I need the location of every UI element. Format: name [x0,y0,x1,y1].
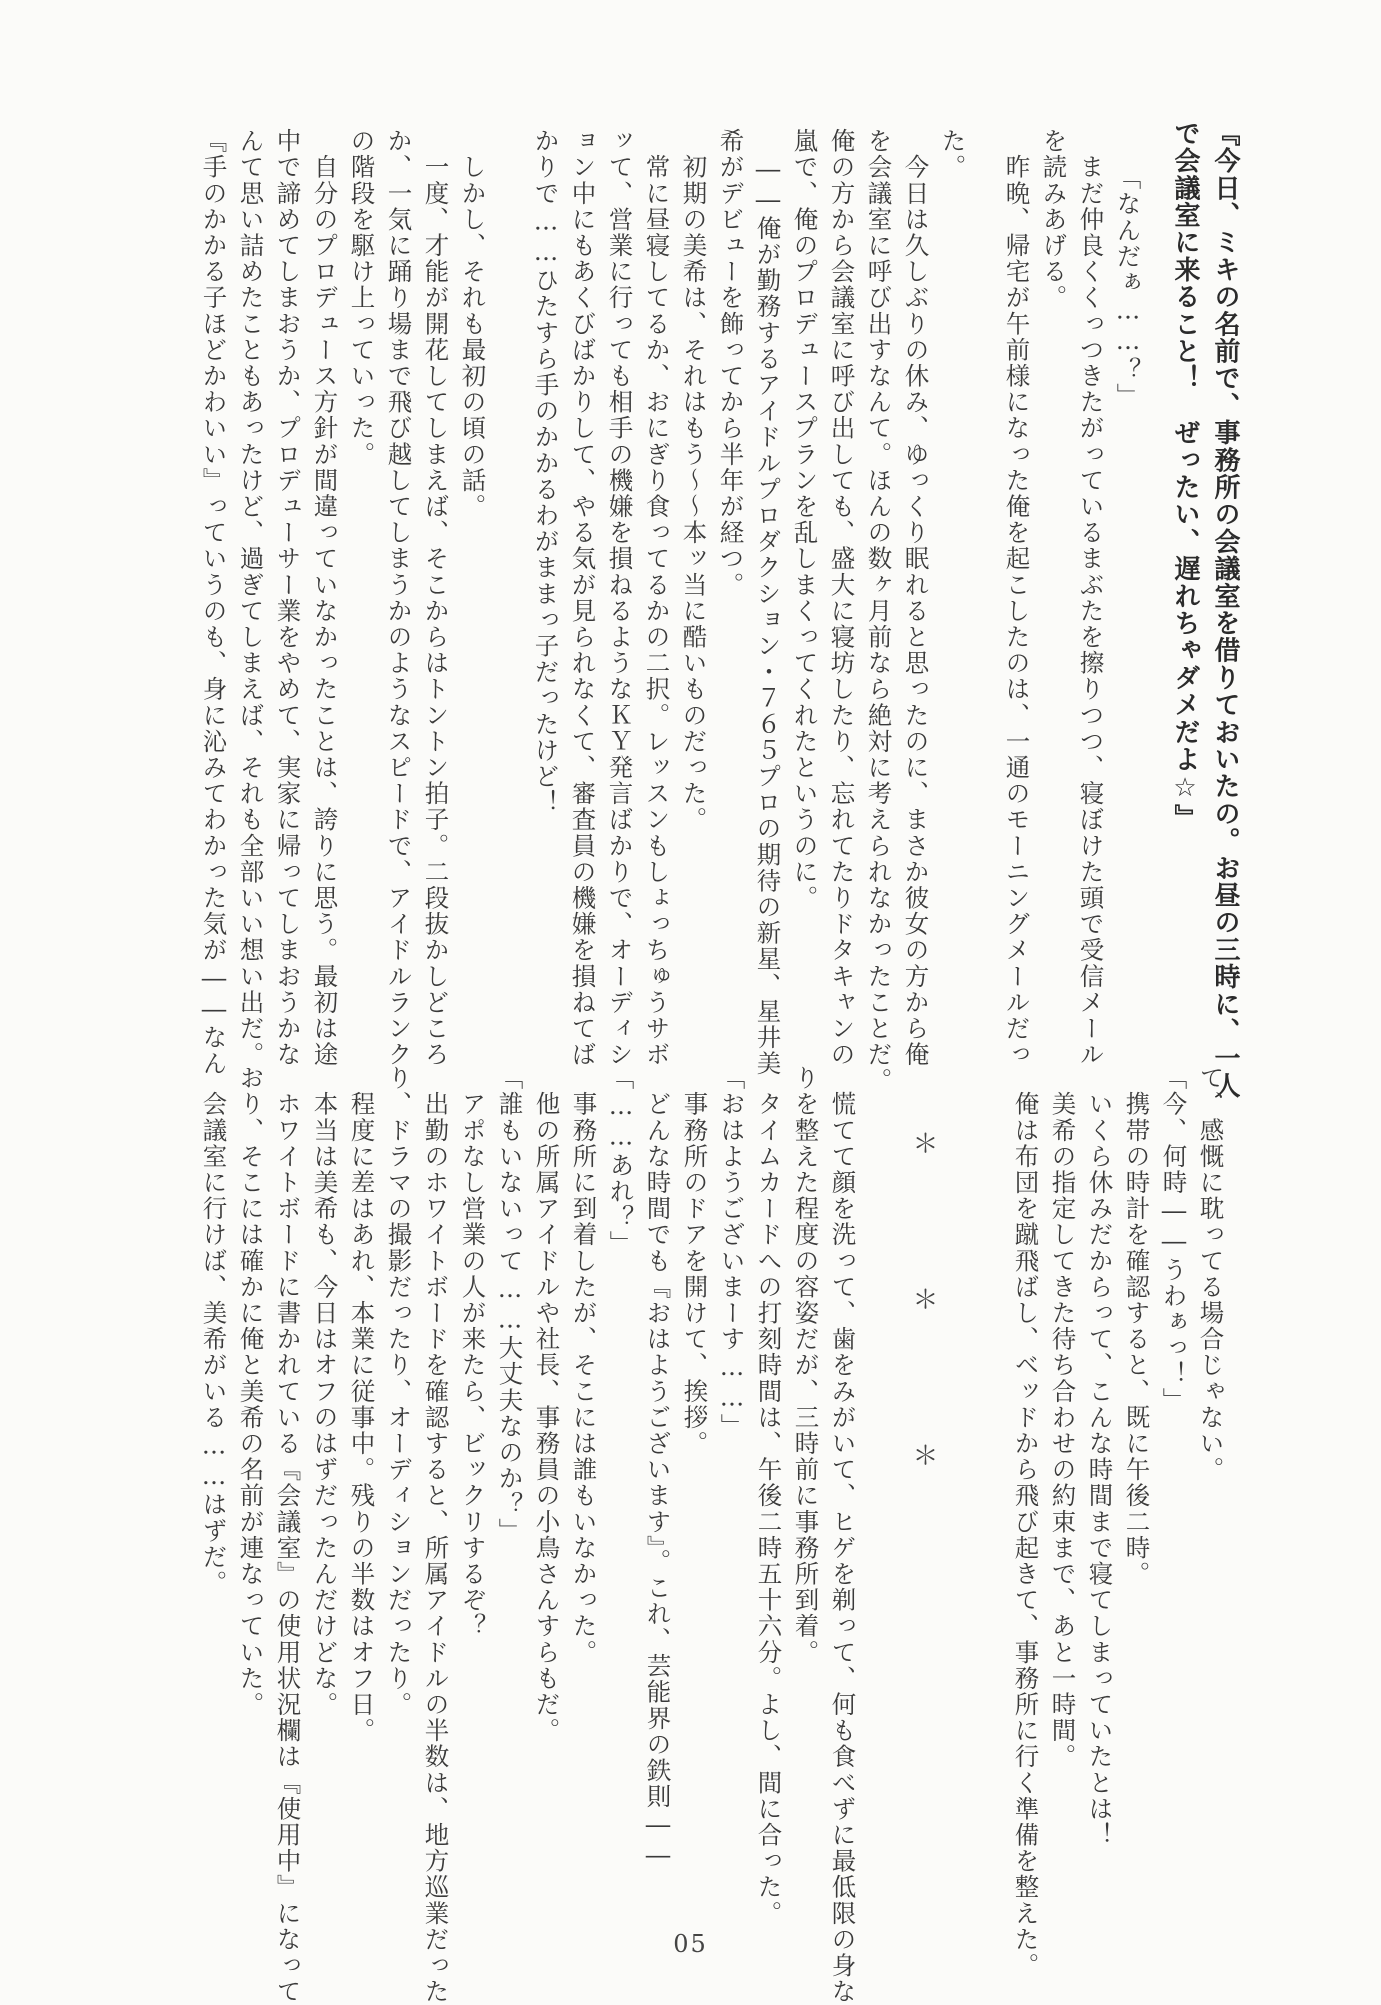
text-line: しかし、それも最初の頃の話。 [458,128,488,520]
text-line: 希がデビューを飾ってから半年が経つ。 [716,128,746,598]
text-line: 「おはようございまーす……」 [717,1065,747,1440]
text-line: 「……あれ？」 [606,1065,636,1257]
text-line: 美希の指定してきた待ち合わせの約束まで、あと一時間。 [1048,1065,1078,1770]
page-number: 05 [673,1930,708,1958]
text-line: の階段を駆け上っていった。 [347,128,377,468]
text-line: 俺は布団を蹴飛ばし、ベッドから飛び起きて、事務所に行く準備を整えた。 [1011,1065,1041,1979]
text-line: アポなし営業の人が来たら、ビックリするぞ？ [458,1065,488,1640]
text-line: んて思い詰めたこともあったけど、過ぎてしまえば、それも全部いい想い出だ。 [236,128,266,1068]
text-line: 自分のプロデュース方針が間違っていなかったことは、誇りに思う。最初は途 [310,128,340,1068]
text-line: 出勤のホワイトボードを確認すると、所属アイドルの半数は、地方巡業だった [421,1065,451,2005]
text-line: 本当は美希も、今日はオフのはずだったんだけどな。 [310,1065,340,1718]
text-line: 「誰もいないって……大丈夫なのか？」 [495,1065,525,1544]
text-line: 程度に差はあれ、本業に従事中。残りの半数はオフ日。 [347,1065,377,1744]
text-line: まだ仲良くくっつきたがっているまぶたを擦りつつ、寝ぼけた頭で受信メール [1076,128,1106,1068]
text-line: か、一気に踊り場まで飛び越してしまうかのようなスピードで、アイドルランク [384,128,414,1068]
text-line: た。 [938,128,968,181]
text-line: 「なんだぁ……？」 [1113,165,1143,409]
text-line: 携帯の時計を確認すると、既に午後二時。 [1122,1065,1152,1587]
text-line: どんな時間でも『おはようございます』。これ、芸能界の鉄則―― [643,1065,673,1871]
text-line: 中で諦めてしまおうか、プロデューサー業をやめて、実家に帰ってしまおうかな [273,128,303,1068]
text-line: いくら休みだからって、こんな時間まで寝てしまっていたとは！ [1085,1065,1115,1848]
text-line: 事務所のドアを開けて、挨拶。 [680,1065,710,1457]
text-line: 昨晩、帰宅が午前様になった俺を起こしたのは、一通のモーニングメールだっ [1002,128,1032,1068]
text-line: を会議室に呼び出すなんて。ほんの数ヶ月前なら絶対に考えられなかったことだ。 [864,128,894,1094]
text-line: タイムカードへの打刻時間は、午後二時五十六分。よし、間に合った。 [754,1065,784,1927]
text-line: 『手のかかる子ほどかわいい』っていうのも、身に沁みてわかった気が――なん [199,128,229,1077]
text-line: ョン中にもあくびばかりして、やる気が見られなくて、審査員の機嫌を損ねてば [568,128,598,1068]
text-line: 慌てて顔を洗って、歯をみがいて、ヒゲを剃って、何も食べずに最低限の身な [828,1065,858,2005]
text-line: かりで……ひたすら手のかかるわがままっ子だったけど！ [531,128,561,816]
text-line: 「今、何時――うわぁっ！」 [1159,1065,1189,1414]
heading-line-1: 『今日、ミキの名前で、事務所の会議室を借りておいたの。お昼の三時に、一人 [1210,120,1240,1100]
text-line: 一度、才能が開花してしまえば、そこからはトントン拍子。二段抜かしどころ [421,128,451,1068]
text-line: りを整えた程度の容姿だが、三時前に事務所到着。 [791,1065,821,1666]
text-line: を読みあげる。 [1039,128,1069,311]
text-line: 今日は久しぶりの休み、ゆっくり眠れると思ったのに、まさか彼女の方から俺 [901,128,931,1068]
text-line: 会議室に行けば、美希がいる……はずだ。 [199,1065,229,1596]
text-line: おり、そこには確かに俺と美希の名前が連なっていた。 [236,1065,266,1718]
text-line: 俺の方から会議室に呼び出しても、盛大に寝坊したり、忘れてたりドタキャンの [827,128,857,1068]
section-break: ＊ ＊ ＊ [908,1130,938,1520]
text-line: 常に昼寝してるか、おにぎり食ってるかの二択。レッスンもしょっちゅうサボ [642,128,672,1068]
text-line: 嵐で、俺のプロデュースプランを乱しまくってくれたというのに。 [790,128,820,911]
heading-line-2: で会議室に来ること！ ぜったい、遅れちゃダメだよ☆』 [1170,120,1200,832]
text-line: 初期の美希は、それはもう～～本ッ当に酷いものだった。 [679,128,709,833]
text-line: ホワイトボードに書かれている『会議室』の使用状況欄は『使用中』になって [273,1065,303,2005]
text-line: て、感慨に耽ってる場合じゃない。 [1196,1065,1226,1483]
text-line: り、ドラマの撮影だったり、オーディションだったり。 [384,1065,414,1718]
text-line: 事務所に到着したが、そこには誰もいなかった。 [569,1065,599,1666]
text-line: ッて、営業に行っても相手の機嫌を損ねるようなＫＹ発言ばかりで、オーディシ [605,128,635,1068]
text-line: 他の所属アイドルや社長、事務員の小鳥さんすらもだ。 [532,1065,562,1744]
text-line: ――俺が勤務するアイドルプロダクション・７６５プロの期待の新星、星井美 [753,128,783,1077]
